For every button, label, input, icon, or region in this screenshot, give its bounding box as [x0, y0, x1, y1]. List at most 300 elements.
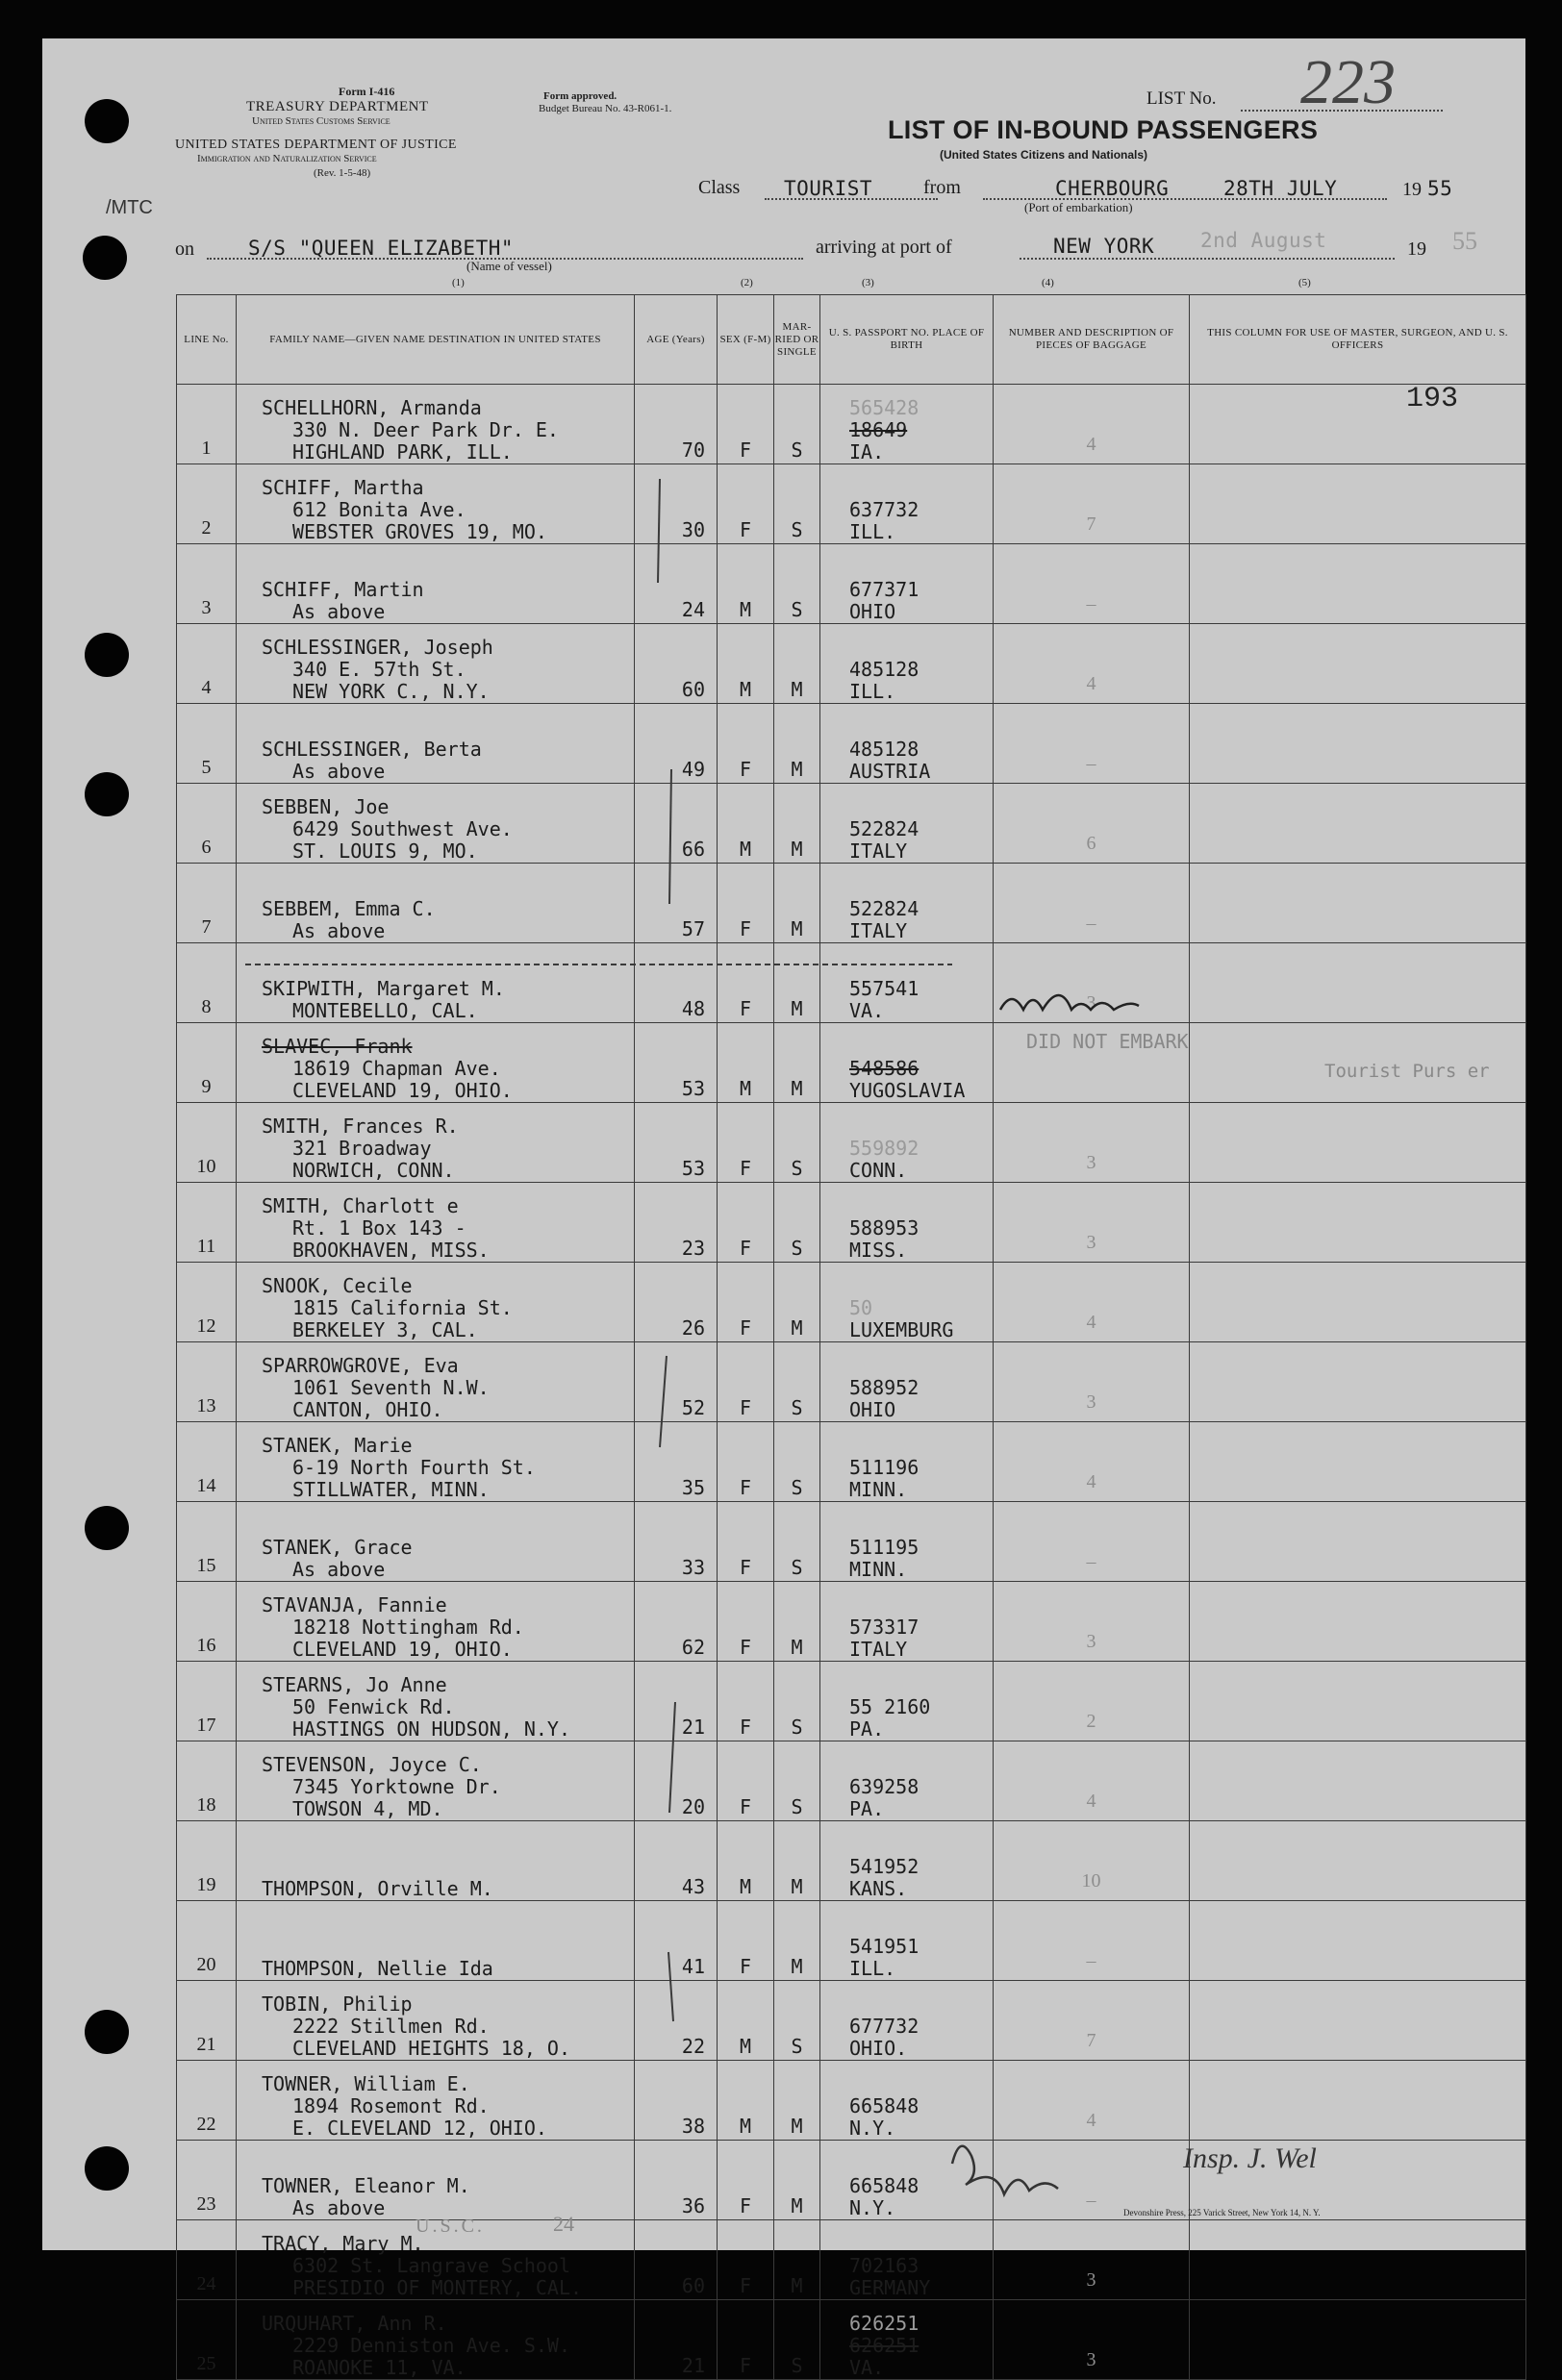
marital-value: S [791, 1556, 803, 1579]
baggage-count: 3 [1086, 1152, 1096, 1173]
col-ref: (5) [1298, 277, 1311, 288]
destination-line: BERKELEY 3, CAL. [292, 1318, 478, 1341]
destination-line: 18218 Nottingham Rd. [292, 1616, 524, 1639]
marital-value: S [791, 518, 803, 541]
place-of-birth: ILL. [849, 520, 896, 543]
passport-number: 573317 [849, 1616, 920, 1639]
class-value: TOURIST [784, 177, 873, 200]
passenger-name: SEBBEN, Joe [262, 795, 390, 818]
header-married: MAR-RIED OR SINGLE [774, 295, 820, 385]
place-of-birth: N.Y. [849, 2117, 896, 2140]
sex-value: F [739, 1636, 752, 1659]
destination-line: ST. LOUIS 9, MO. [292, 839, 478, 863]
age-value: 22 [681, 2035, 705, 2058]
sex-value: M [739, 1077, 752, 1100]
col-ref: (1) [452, 277, 465, 288]
baggage-count: 3 [1086, 992, 1096, 1014]
age-value: 52 [681, 1396, 705, 1419]
press-imprint: Devonshire Press, 225 Varick Street, New York 14, N. Y. [1123, 2208, 1321, 2217]
marital-value: M [791, 917, 803, 940]
table-row [177, 2300, 1526, 2380]
passport-number: 522824 [849, 817, 920, 840]
destination-line: HASTINGS ON HUDSON, N.Y. [292, 1717, 570, 1741]
baggage-cell [994, 2300, 1190, 2380]
place-of-birth: VA. [849, 999, 885, 1022]
embark-port: CHERBOURG [1055, 177, 1170, 200]
passenger-name: TOWNER, William E. [262, 2072, 470, 2095]
destination-line: CANTON, OHIO. [292, 1398, 443, 1421]
age-value: 24 [681, 598, 705, 621]
document-title: LIST OF IN-BOUND PASSENGERS [888, 115, 1319, 144]
arrival-date: 2nd August [1200, 229, 1327, 252]
sex-value: F [739, 758, 752, 781]
destination-line: CLEVELAND 19, OHIO. [292, 1638, 513, 1661]
line-number: 10 [196, 1156, 216, 1177]
passenger-name: SCHIFF, Martin [262, 578, 424, 601]
destination-line: 1894 Rosemont Rd. [292, 2094, 490, 2117]
ins-label: Immigration and Naturalization Service [197, 153, 377, 164]
destination-line: 6-19 North Fourth St. [292, 1456, 536, 1479]
marital-value: M [791, 758, 803, 781]
sex-value: F [739, 2274, 752, 2297]
passenger-name: STEARNS, Jo Anne [262, 1673, 447, 1696]
age-value: 70 [681, 438, 705, 462]
passport-number: 50 [849, 1296, 873, 1319]
marital-value: M [791, 1875, 803, 1898]
place-of-birth: PA. [849, 1717, 885, 1741]
destination-line: 6429 Southwest Ave. [292, 817, 513, 840]
passenger-name: STAVANJA, Fannie [262, 1593, 447, 1616]
line-number: 20 [196, 1954, 216, 1975]
arriving-label: arriving at port of [816, 237, 952, 258]
baggage-count: – [1086, 1950, 1096, 1971]
marital-value: S [791, 2354, 803, 2377]
destination-line: 321 Broadway [292, 1137, 432, 1160]
inspector-signature: Insp. J. Wel [1183, 2142, 1317, 2174]
passenger-name: SCHIFF, Martha [262, 476, 424, 499]
destination-line: 18619 Chapman Ave. [292, 1057, 501, 1080]
port-note: (Port of embarkation) [1024, 200, 1133, 214]
from-label: from [923, 177, 961, 198]
destination-line: 6302 St. Langrave School [292, 2254, 570, 2277]
sex-value: F [739, 518, 752, 541]
line-number: 25 [196, 2353, 216, 2374]
marital-value: M [791, 2194, 803, 2217]
passport-number: 665848 [849, 2094, 920, 2117]
vessel-note: (Name of vessel) [466, 259, 552, 273]
header-passport: U. S. PASSPORT NO. PLACE OF BIRTH [820, 295, 994, 385]
sex-value: M [739, 2035, 752, 2058]
line-number: 6 [201, 837, 212, 858]
marital-value: S [791, 2035, 803, 2058]
baggage-count: 7 [1086, 514, 1096, 535]
col-ref: (2) [741, 277, 753, 288]
list-no-value: 223 [1300, 47, 1396, 117]
baggage-count: 4 [1086, 1312, 1096, 1333]
marital-value: M [791, 2274, 803, 2297]
marital-value: M [791, 2115, 803, 2138]
destination-line: STILLWATER, MINN. [292, 1478, 490, 1501]
passenger-name: SEBBEM, Emma C. [262, 897, 436, 920]
sex-value: F [739, 1237, 752, 1260]
header-age: AGE (Years) [635, 295, 718, 385]
place-of-birth: MINN. [849, 1558, 908, 1581]
sex-value: M [739, 598, 752, 621]
sex-value: F [739, 997, 752, 1020]
line-number: 13 [196, 1395, 216, 1416]
line-number: 4 [201, 677, 212, 698]
marital-value: M [791, 838, 803, 861]
place-of-birth: ITALY [849, 1638, 908, 1661]
sex-value: F [739, 2354, 752, 2377]
destination-line: WEBSTER GROVES 19, MO. [292, 520, 547, 543]
destination-line: 1061 Seventh N.W. [292, 1376, 490, 1399]
age-value: 48 [681, 997, 705, 1020]
place-of-birth: OHIO [849, 1398, 896, 1421]
sex-value: F [739, 2194, 752, 2217]
officer-note: 193 [1405, 383, 1458, 415]
destination-line: CLEVELAND 19, OHIO. [292, 1079, 513, 1102]
mtc-note: /MTC [106, 197, 153, 218]
header-baggage: NUMBER AND DESCRIPTION OF PIECES OF BAGGAGE [994, 295, 1190, 385]
line-number: 23 [196, 2193, 216, 2215]
marital-value: M [791, 997, 803, 1020]
place-of-birth: PA. [849, 1797, 885, 1820]
baggage-count: 4 [1086, 673, 1096, 694]
place-of-birth: IA. [849, 440, 885, 463]
passport-number: 55 2160 [849, 1695, 931, 1718]
treasury-label: TREASURY DEPARTMENT [246, 99, 429, 114]
passport-correction: 626251 [849, 2312, 920, 2335]
age-value: 60 [681, 2274, 705, 2297]
budget-bureau: Budget Bureau No. 43-R061-1. [539, 103, 672, 114]
bracket-mark [660, 1356, 667, 1447]
baggage-count: – [1086, 753, 1096, 774]
place-of-birth: KANS. [849, 1877, 908, 1900]
passport-number: 541952 [849, 1855, 920, 1878]
passenger-name: SNOOK, Cecile [262, 1274, 413, 1297]
line-number: 14 [196, 1475, 216, 1496]
sex-value: F [739, 1716, 752, 1739]
line-number: 2 [201, 517, 212, 539]
justice-label: UNITED STATES DEPARTMENT OF JUSTICE [175, 138, 457, 152]
line-number: 5 [201, 757, 212, 778]
sex-value: M [739, 2115, 752, 2138]
baggage-count: 7 [1086, 2030, 1096, 2051]
destination-line: As above [292, 2196, 386, 2219]
sex-value: F [739, 917, 752, 940]
passenger-name: SCHELLHORN, Armanda [262, 396, 482, 419]
passport-number: 626251 [849, 2334, 920, 2357]
destination-line: HIGHLAND PARK, ILL. [292, 440, 513, 463]
passenger-name: SMITH, Frances R. [262, 1115, 459, 1138]
passport-number: 702163 [849, 2254, 920, 2277]
passport-number: 522824 [849, 897, 920, 920]
sex-value: F [739, 1316, 752, 1340]
passenger-name: SCHLESSINGER, Joseph [262, 636, 493, 659]
bracket-mark [658, 479, 660, 583]
destination-line: MONTEBELLO, CAL. [292, 999, 478, 1022]
passenger-name: TRACY, Mary M. [262, 2232, 424, 2255]
marital-value: S [791, 1476, 803, 1499]
passenger-name: STEVENSON, Joyce C. [262, 1753, 482, 1776]
rev-label: (Rev. 1-5-48) [314, 167, 371, 179]
customs-label: United States Customs Service [252, 115, 390, 127]
passenger-name: URQUHART, Ann R. [262, 2312, 447, 2335]
line-number: 9 [201, 1076, 212, 1097]
age-value: 23 [681, 1237, 705, 1260]
col-ref: (4) [1042, 277, 1054, 288]
marital-value: S [791, 598, 803, 621]
destination-line: 612 Bonita Ave. [292, 498, 466, 521]
age-value: 41 [681, 1955, 705, 1978]
passport-number: 637732 [849, 498, 920, 521]
passenger-name: STANEK, Grace [262, 1536, 413, 1559]
destination-line: TOWSON 4, MD. [292, 1797, 443, 1820]
sex-value: F [739, 1396, 752, 1419]
col-ref: (3) [862, 277, 874, 288]
line-number: 18 [196, 1794, 216, 1816]
marital-value: S [791, 1716, 803, 1739]
line-number: 17 [196, 1715, 216, 1736]
place-of-birth: ILL. [849, 680, 896, 703]
passport-number: 677371 [849, 578, 920, 601]
marital-value: S [791, 1396, 803, 1419]
passport-number: 639258 [849, 1775, 920, 1798]
place-of-birth: GERMANY [849, 2276, 931, 2299]
document-subtitle: (United States Citizens and Nationals) [940, 148, 1148, 162]
on-label: on [175, 238, 194, 260]
destination-line: 2229 Denniston Ave. S.W. [292, 2334, 570, 2357]
header-sex: SEX (F-M) [718, 295, 774, 385]
baggage-count: 4 [1086, 1791, 1096, 1812]
age-value: 20 [681, 1795, 705, 1818]
class-label: Class [698, 177, 741, 198]
header-name: FAMILY NAME—GIVEN NAME DESTINATION IN UNITED STATES [237, 295, 635, 385]
passport-number: 588952 [849, 1376, 920, 1399]
passport-number: 588953 [849, 1216, 920, 1240]
age-value: 35 [681, 1476, 705, 1499]
bracket-mark [669, 769, 671, 904]
sex-value: F [739, 1476, 752, 1499]
bracket-mark [669, 1702, 675, 1813]
baggage-count: 10 [1081, 1870, 1101, 1891]
arrival-port: NEW YORK [1053, 235, 1155, 258]
age-value: 43 [681, 1875, 705, 1898]
age-value: 36 [681, 2194, 705, 2217]
passport-number: 557541 [849, 977, 920, 1000]
age-value: 60 [681, 678, 705, 701]
passenger-name: SKIPWITH, Margaret M. [262, 977, 505, 1000]
officers-cell [1190, 2300, 1526, 2380]
baggage-count: 3 [1086, 2349, 1096, 2370]
officer-note: DID NOT EMBARK [1026, 1030, 1189, 1053]
age-value: 62 [681, 1636, 705, 1659]
age-value: 66 [681, 838, 705, 861]
place-of-birth: LUXEMBURG [849, 1318, 954, 1341]
header-officers: THIS COLUMN FOR USE OF MASTER, SURGEON, AND U. S. OFFICERS [1190, 295, 1526, 385]
marital-cell [774, 2300, 820, 2380]
age-value: 53 [681, 1157, 705, 1180]
destination-line: ROANOKE 11, VA. [292, 2356, 466, 2379]
destination-line: As above [292, 1558, 386, 1581]
passenger-name: SLAVEC, Frank [262, 1035, 413, 1058]
passport-number: 677732 [849, 2015, 920, 2038]
age-value: 53 [681, 1077, 705, 1100]
marital-value: M [791, 678, 803, 701]
list-no-label: LIST No. [1146, 88, 1217, 109]
destination-line: 7345 Yorktowne Dr. [292, 1775, 501, 1798]
passport-number: 559892 [849, 1137, 920, 1160]
passport-cell [820, 2300, 994, 2380]
sex-value: M [739, 1875, 752, 1898]
line-number: 8 [201, 996, 212, 1017]
year-prefix: 19 [1402, 179, 1422, 200]
form-number: Form I-416 [339, 85, 395, 98]
marital-value: M [791, 1316, 803, 1340]
sex-value: M [739, 678, 752, 701]
passport-number: 485128 [849, 738, 920, 761]
passenger-name: THOMPSON, Orville M. [262, 1877, 493, 1900]
usc-number: 24 [553, 2212, 574, 2236]
age-value: 21 [681, 1716, 705, 1739]
destination-line: As above [292, 760, 386, 783]
officer-note-secondary: Tourist Purs er [1324, 1061, 1490, 1082]
destination-line: PRESIDIO OF MONTERY, CAL. [292, 2276, 583, 2299]
line-number: 1 [201, 438, 212, 459]
line-number: 7 [201, 916, 212, 938]
marital-value: S [791, 438, 803, 462]
arrival-year: 55 [1452, 227, 1477, 255]
destination-line: As above [292, 600, 386, 623]
arrival-year-prefix: 19 [1407, 238, 1426, 260]
baggage-count: 3 [1086, 1232, 1096, 1253]
destination-line: BROOKHAVEN, MISS. [292, 1239, 490, 1262]
place-of-birth: MISS. [849, 1239, 908, 1262]
baggage-count: 3 [1086, 1391, 1096, 1413]
destination-line: 50 Fenwick Rd. [292, 1695, 455, 1718]
age-value: 33 [681, 1556, 705, 1579]
place-of-birth: ITALY [849, 839, 908, 863]
line-number: 16 [196, 1635, 216, 1656]
passenger-name: SMITH, Charlott e [262, 1194, 459, 1217]
baggage-count: 3 [1086, 2269, 1096, 2291]
usc-stamp: U.S.C. [416, 2216, 485, 2237]
age-value: 57 [681, 917, 705, 940]
line-number: 11 [196, 1236, 216, 1257]
baggage-count: – [1086, 2190, 1096, 2211]
destination-line: CLEVELAND HEIGHTS 18, O. [292, 2037, 570, 2060]
line-number: 3 [201, 597, 212, 618]
destination-line: As above [292, 919, 386, 942]
sex-value: F [739, 438, 752, 462]
baggage-count: 6 [1086, 833, 1096, 854]
destination-line: 340 E. 57th St. [292, 658, 466, 681]
passport-number: 665848 [849, 2174, 920, 2197]
passport-number: 511195 [849, 1536, 920, 1559]
baggage-count: – [1086, 593, 1096, 614]
embark-date: 28TH JULY [1223, 177, 1338, 200]
baggage-count: 4 [1086, 2110, 1096, 2131]
destination-line: E. CLEVELAND 12, OHIO. [292, 2117, 547, 2140]
passport-number: 485128 [849, 658, 920, 681]
passport-number: 548586 [849, 1057, 920, 1080]
line-number: 15 [196, 1555, 216, 1576]
passenger-name: SPARROWGROVE, Eva [262, 1354, 459, 1377]
sex-value: F [739, 1556, 752, 1579]
place-of-birth: OHIO. [849, 2037, 908, 2060]
header-line: LINE No. [177, 295, 237, 385]
passport-number: 541951 [849, 1935, 920, 1958]
baggage-count: – [1086, 913, 1096, 934]
place-of-birth: OHIO [849, 600, 896, 623]
destination-line: 330 N. Deer Park Dr. E. [292, 418, 559, 441]
sex-cell [718, 2300, 774, 2380]
signature-mark [1000, 995, 1139, 1010]
line-number: 19 [196, 1874, 216, 1895]
destination-line: 2222 Stillmen Rd. [292, 2015, 490, 2038]
vessel-name: S/S "QUEEN ELIZABETH" [248, 237, 515, 260]
place-of-birth: ITALY [849, 919, 908, 942]
destination-line: Rt. 1 Box 143 - [292, 1216, 466, 1240]
baggage-count: 4 [1086, 434, 1096, 455]
marital-value: S [791, 1795, 803, 1818]
passport-correction: 565428 [849, 396, 920, 419]
line-number: 12 [196, 1315, 216, 1337]
signature-mark [952, 2146, 1058, 2194]
name-cell [237, 2300, 635, 2380]
place-of-birth: CONN. [849, 1159, 908, 1182]
place-of-birth: MINN. [849, 1478, 908, 1501]
destination-line: NORWICH, CONN. [292, 1159, 455, 1182]
marital-value: M [791, 1955, 803, 1978]
age-value: 26 [681, 1316, 705, 1340]
baggage-count: 3 [1086, 1631, 1096, 1652]
sex-value: M [739, 838, 752, 861]
place-of-birth: ILL. [849, 1957, 896, 1980]
passenger-name: STANEK, Marie [262, 1434, 413, 1457]
age-value: 30 [681, 518, 705, 541]
passenger-name: TOBIN, Philip [262, 1992, 413, 2016]
age-cell [635, 2300, 718, 2380]
marital-value: S [791, 1157, 803, 1180]
age-value: 49 [681, 758, 705, 781]
passport-number: 511196 [849, 1456, 920, 1479]
age-value: 38 [681, 2115, 705, 2138]
baggage-count: – [1086, 1551, 1096, 1572]
passport-number: 18649 [849, 418, 908, 441]
sex-value: F [739, 1157, 752, 1180]
place-of-birth: YUGOSLAVIA [849, 1079, 966, 1102]
year-value: 55 [1427, 177, 1453, 200]
destination-line: NEW YORK C., N.Y. [292, 680, 490, 703]
place-of-birth: N.Y. [849, 2196, 896, 2219]
marital-value: M [791, 1636, 803, 1659]
marital-value: S [791, 1237, 803, 1260]
form-approved: Form approved. [543, 90, 617, 102]
sex-value: F [739, 1955, 752, 1978]
place-of-birth: AUSTRIA [849, 760, 931, 783]
place-of-birth: VA. [849, 2356, 885, 2379]
line-number: 21 [196, 2034, 216, 2055]
sex-value: F [739, 1795, 752, 1818]
baggage-count: 4 [1086, 1471, 1096, 1492]
marital-value: M [791, 1077, 803, 1100]
bracket-mark [668, 1952, 673, 2021]
line-number: 24 [196, 2273, 216, 2294]
passenger-name: SCHLESSINGER, Berta [262, 738, 482, 761]
line-number: 22 [196, 2114, 216, 2135]
